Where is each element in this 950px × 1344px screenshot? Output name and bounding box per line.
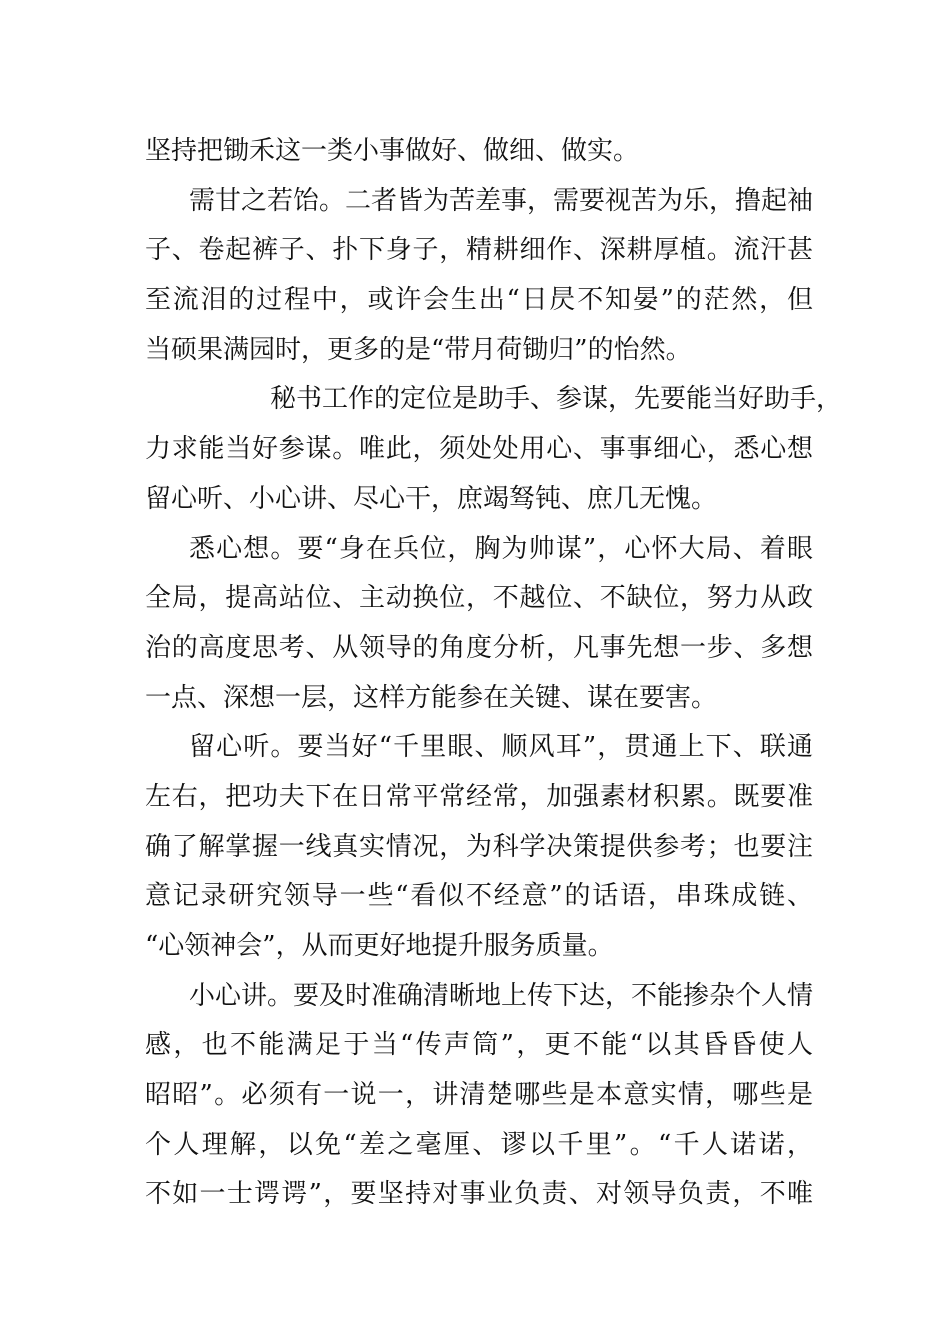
text-line: 悉心想。要“身在兵位，胸为帅谋”，心怀大局、着眼 [189,533,813,564]
text-line: 一点、深想一层，这样方能参在关键、谋在要害。 [145,682,718,713]
text-line: 秘书工作的定位是助手、参谋，先要能当好助手， [270,384,843,415]
document-body [145,127,843,1220]
text-line: 个人理解，以免“差之毫厘、谬以千里”。“千人诺诺， [145,1129,813,1160]
text-line: 治的高度思考、从领导的角度分析，凡事先想一步、多想 [145,632,813,663]
text-line: 昭昭”。必须有一说一，讲清楚哪些是本意实情，哪些是 [145,1080,813,1111]
text-line: 需甘之若饴。二者皆为苦差事，需要视苦为乐，撸起袖 [189,185,814,216]
text-line: 子、卷起裤子、扑下身子，精耕细作、深耕厚植。流汗甚 [145,235,813,266]
text-line: 小心讲。要及时准确清晰地上传下达，不能掺杂个人情 [189,980,814,1011]
text-line: 感，也不能满足于当“传声筒”，更不能“以其昏昏使人 [145,1030,813,1061]
text-line: “心领神会”，从而更好地提升服务质量。 [145,931,614,961]
text-line: 左右，把功夫下在日常平常经常，加强素材积累。既要准 [145,781,813,812]
text-line: 留心听、小心讲、尽心干，庶竭驽钝、庶几无愧。 [145,483,718,514]
text-line: 留心听。要当好“千里眼、顺风耳”，贯通上下、联通 [189,732,813,763]
text-line: 当硕果满园时，更多的是“带月荷锄归”的怡然。 [145,334,692,365]
text-line: 力求能当好参谋。唯此，须处处用心、事事细心，悉心想 [145,434,813,465]
text-line: 至流泪的过程中，或许会生出“日昃不知晏”的茫然，但 [145,285,813,316]
text-line: 不如一士谔谔”，要坚持对事业负责、对领导负责，不唯 [145,1179,813,1210]
text-line: 坚持把锄禾这一类小事做好、做细、做实。 [145,136,640,166]
text-line: 全局，提高站位、主动换位，不越位、不缺位，努力从政 [145,583,813,614]
text-line: 确了解掌握一线真实情况，为科学决策提供参考；也要注 [145,831,813,862]
text-line: 意记录研究领导一些“看似不经意”的话语，串珠成链、 [145,881,813,912]
